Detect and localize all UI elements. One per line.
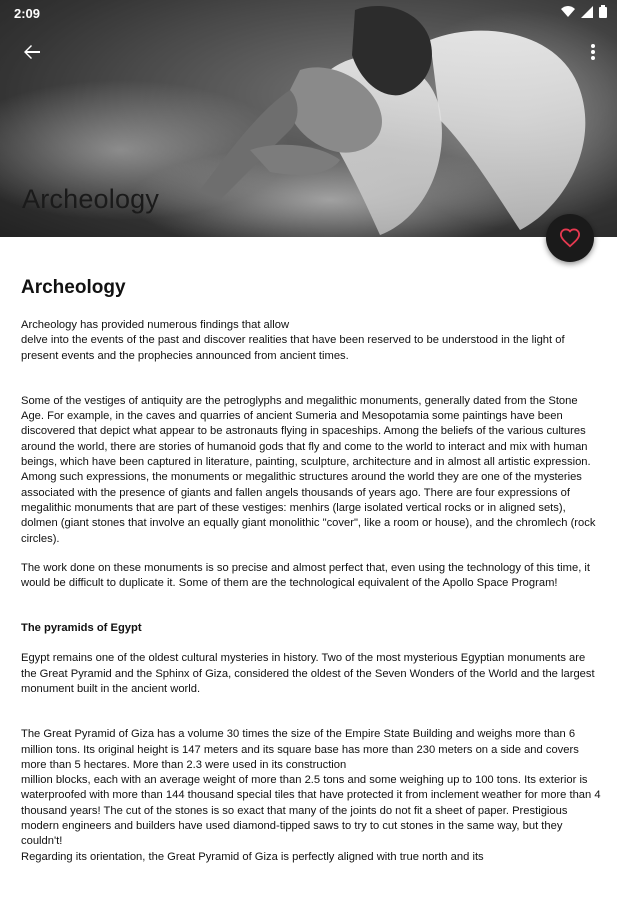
status-bar	[0, 0, 617, 26]
heart-outline-icon	[559, 228, 581, 248]
article-paragraph: Archeology has provided numerous findings that allow delve into the events of the past and discover realities that have been reserved to be understood in the light of present events and the prophecies announced from ancient times.	[21, 319, 565, 362]
article-paragraph: Egypt remains one of the oldest cultural mysteries in history. Two of the most mysterious Egyptian monuments are the Great Pyramid and the Sphinx of Giza, considered the oldest of the Seven Wonders of the World and the largest monument built in the ancient world.	[21, 652, 595, 695]
more-vert-icon	[590, 43, 596, 61]
status-time: 2:09	[14, 6, 41, 21]
article-paragraph: The Great Pyramid of Giza has a volume 30 times the size of the Empire State Building and weighs more than 6 million tons. Its original height is 147 meters and its square base has more than 230 meters on a side and covers more than 5 hectares. More than 2.3 were used in its construction million blocks, each with an average weight of more than 2.5 tons and some weighing up to 100 tons. Its exterior is waterproofed with more than 144 thousand special tiles that have protected it from inclement weather for more than 4 thousand years! The cut of the stones is so exact that many of the joints do not fit a sheet of paper. Prestigious modern engineers and builders have used diamond-tipped saws to try to cut stones in the same way, but they couldn't! Regarding its orientation, the Great Pyramid of Giza is perfectly aligned with true north and its	[21, 728, 601, 863]
arrow-back-icon	[23, 43, 41, 61]
article-paragraph: The work done on these monuments is so precise and almost perfect that, even using the technology of this time, it would be difficult to duplicate it. Some of them are the technological equivalent of the Apollo Space Program!	[21, 561, 591, 590]
pyramids-section	[21, 605, 601, 697]
article-paragraph: Some of the vestiges of antiquity are the petroglyphs and megalithic monuments, generally dated from the Stone Age. For example, in the caves and quarries of ancient Sumeria and Mesopotamia some paintings have been discovered that depict what appear to be astronauts flying in spaceships. Among the beliefs of the various cultures around the world, there are stories of humanoid gods that fly and come to the world to interact and mix with human beings, which have been captured in literature, painting, sculpture, architecture and in almost all artistic expression. Among such expressions, the monuments or megalithic structures around the world they are one of the mysteries associated with the presence of giants and fallen angels thousands of years ago. There are four expressions of megalithic monuments that are part of these vestiges: menhirs (large isolated vertical rocks or in aligned sets), dolmen (giant stones that involve an equally giant monolithic "cover", like a room or house), and the chromlech (rock circles).	[21, 394, 596, 545]
battery-icon	[599, 5, 607, 18]
toolbar-title: Archeology	[22, 184, 160, 214]
back-button[interactable]	[18, 38, 46, 66]
article-content	[21, 276, 601, 879]
overflow-menu-button[interactable]	[583, 38, 603, 66]
section-heading: The pyramids of Egypt	[21, 621, 142, 634]
header-image	[0, 0, 617, 237]
wifi-icon	[561, 6, 575, 18]
article-heading: Archeology	[21, 277, 126, 298]
favorite-button[interactable]	[546, 214, 594, 262]
signal-icon	[581, 6, 593, 18]
